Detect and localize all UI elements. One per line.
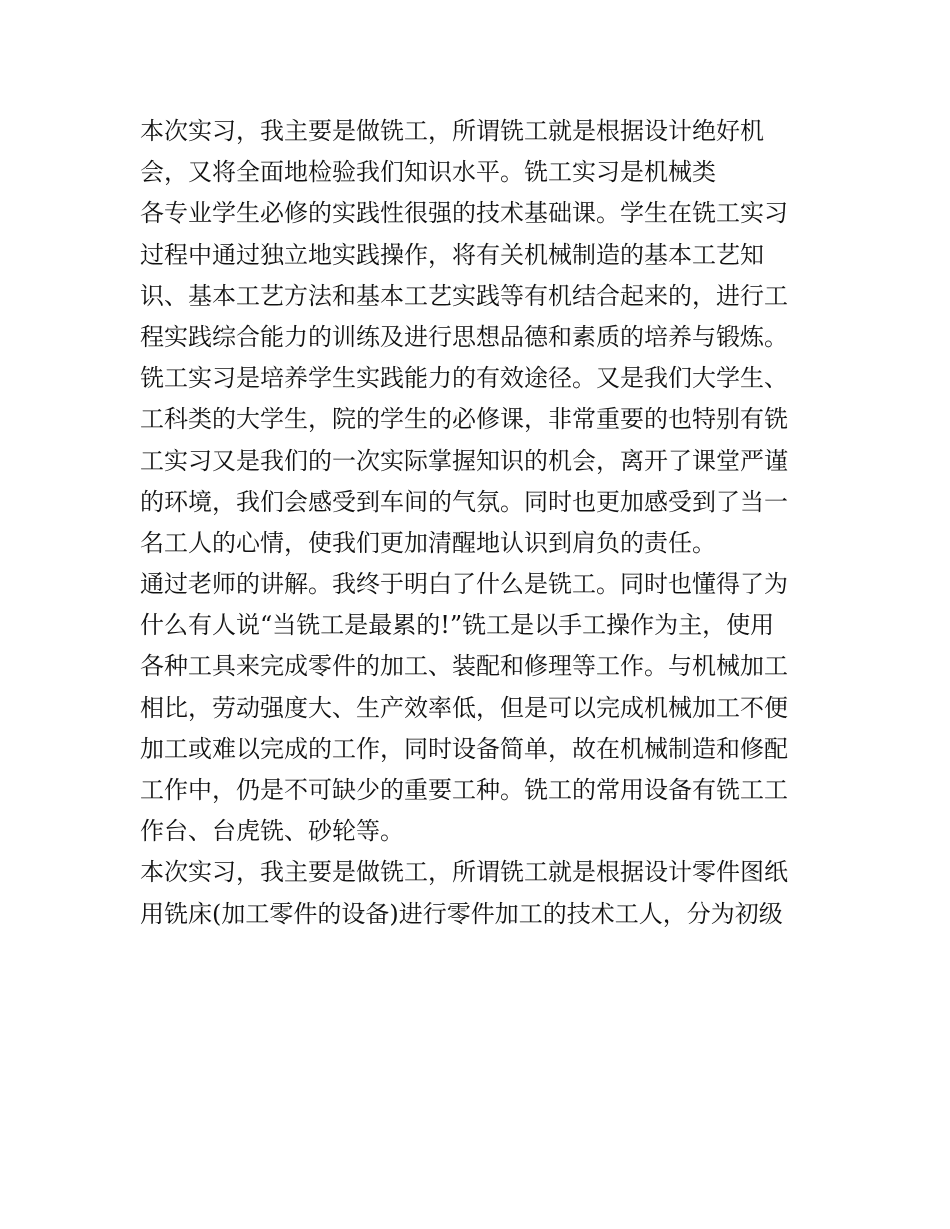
text-line: 程实践综合能力的训练及进行思想品德和素质的培养与锻炼。 [140, 322, 788, 351]
text-line: 过程中通过独立地实践操作，将有关机械制造的基本工艺知 [140, 240, 764, 269]
text-line: 会，又将全面地检验我们知识水平。铣工实习是机械类 [140, 158, 716, 187]
text-line: 名工人的心情，使我们更加清醒地认识到肩负的责任。 [140, 528, 716, 557]
text-line: 工科类的大学生，院的学生的必修课，非常重要的也特别有铣 [140, 405, 788, 434]
text-line: 工实习又是我们的一次实际掌握知识的机会，离开了课堂严谨 [140, 446, 788, 475]
text-line: 铣工实习是培养学生实践能力的有效途径。又是我们大学生、 [140, 364, 788, 393]
text-line: 的环境，我们会感受到车间的气氛。同时也更加感受到了当一 [140, 487, 788, 516]
text-line: 作台、台虎铣、砂轮等。 [140, 817, 404, 846]
text-line: 本次实习，我主要是做铣工，所谓铣工就是根据设计零件图纸 [140, 858, 788, 887]
text-line: 通过老师的讲解。我终于明白了什么是铣工。同时也懂得了为 [140, 570, 788, 599]
text-line: 各种工具来完成零件的加工、装配和修理等工作。与机械加工 [140, 652, 788, 681]
text-line: 识、基本工艺方法和基本工艺实践等有机结合起来的，进行工 [140, 281, 788, 310]
document-body [140, 111, 840, 935]
text-line: 本次实习，我主要是做铣工，所谓铣工就是根据设计绝好机 [140, 117, 764, 145]
text-line: 相比，劳动强度大、生产效率低，但是可以完成机械加工不便 [140, 693, 788, 722]
text-line: 工作中，仍是不可缺少的重要工种。铣工的常用设备有铣工工 [140, 776, 788, 804]
text-line: 各专业学生必修的实践性很强的技术基础课。学生在铣工实习 [140, 199, 788, 228]
text-line: 用铣床(加工零件的设备)进行零件加工的技术工人，分为初级 [140, 899, 783, 928]
text-line: 加工或难以完成的工作，同时设备简单，故在机械制造和修配 [140, 734, 788, 763]
text-line: 什么有人说“当铣工是最累的!”铣工是以手工操作为主，使用 [140, 611, 775, 640]
